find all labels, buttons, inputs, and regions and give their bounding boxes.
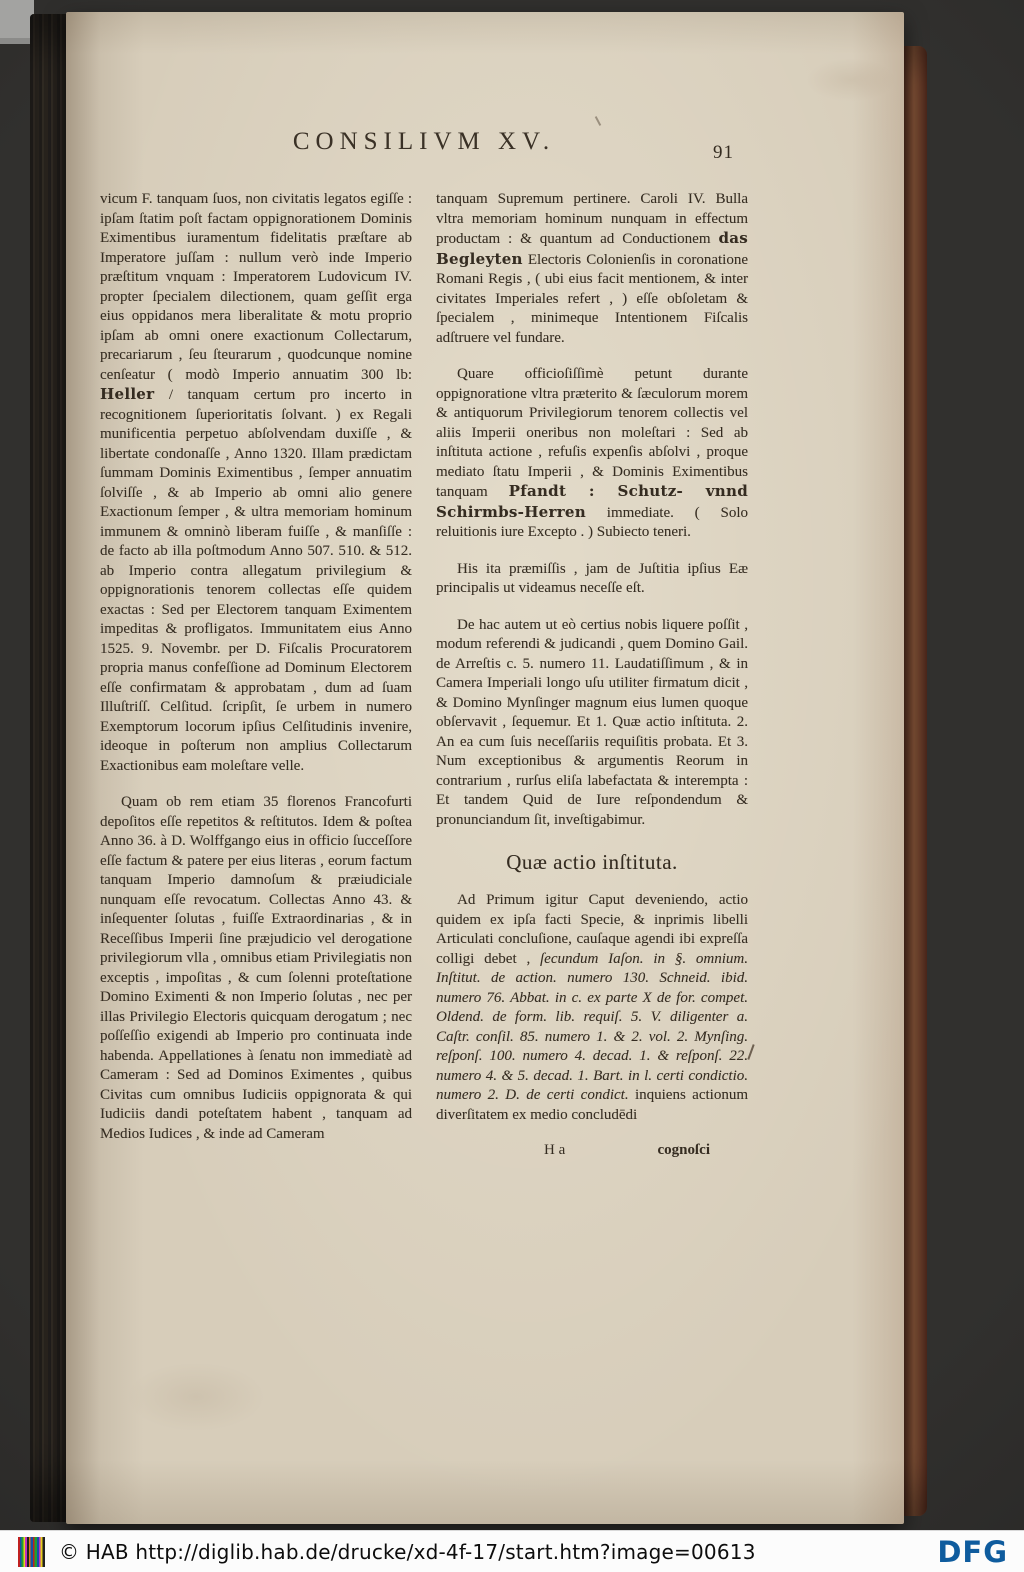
text-segment: Heller [100,385,155,403]
text-segment: Pfandt : Schutz- vnnd Schirmbs-Herren [436,482,749,521]
text-segment: Quam ob rem etiam 35 florenos Francofurti depoſitos eſſe repetitos & reſtitutos. Idem & poſtea Anno 36. à D. Wolffgango eius in officio ſucceſſore eſſe factum & patere per eius literas , eorum factum tanquam Imperio damnoſum & præiudiciale nunquam eſſe revocatum. Collectas Anno 43. & inſequenter ſolutas , fuiſſe Extraordinarias , & in Receſſibus Imperii ſine præjudicio vel derogatione privilegiorum vlla , omnibus etiam Privilegiatis non exceptis , impoſitas , & cum ſolenni proteſtatione Domino Eximenti & non Imperio ſolutas , nec per illas Privilegio Electoris quicquam derogatum ; nec poſſeſſio exigendi ab Imperio pro continuata inde habenda. Appellationes à ſenatu non immediatè ad Cameram : Sed ad Dominos Eximentes , quibus Civitas cum omnibus Iudiciis oppignorata & qui Iudiciis dandi poteſtatem habent , tanquam ad Medios Iudices , & inde ad Cameram [100,794,412,1142]
copyright-url-text: © HAB http://diglib.hab.de/drucke/xd-4f-17/start.htm?image=00613 [59,1539,756,1564]
text-segment: Electoris Colonienſis in coronatione Romani Regis , ( ubi eius facit mentionem, & inter civitates Imperiales refert , ) eſſe obſoletam & ſpecialem , minimeque Intentionem Fiſcalis adſtruere vel fundare. [436,251,748,346]
ink-mark [747,1044,754,1060]
text-segment: vicum F. tanquam ſuos, non civitatis legatos egiſſe : ipſam ſtatim poſt factam oppignorationem Dominis Eximentibus iuramentum fidelitatis præſtare ab Imperatore juſſam : nullum verò inde Imperio præſtitum vnquam : Imperatorem Ludovicum IV. propter ſpecialem dilectionem, quam geſſit erga eius oppidanos mera liberalitate & motu proprio ipſam ab omni onere exactionum Collectarum, precariarum , ſeu ſteurarum , quodcunque nomine cenſeatur ( modò Imperio annuatim 300 lb: [100,191,412,383]
text-segment: immediate. ( Solo reluitionis iure Excepto . ) Subiecto teneri. [436,504,748,540]
section-heading: Quæ actio inſtituta. [506,850,678,874]
text-block [100,128,748,1161]
paragraph [436,616,748,831]
right-column [436,190,748,1161]
catchword: cognoſci [657,1142,710,1158]
two-column-text [100,190,748,1161]
paragraph [100,190,412,776]
scanner-calibration-corner [0,0,34,44]
book-binding-edge [30,14,66,1522]
paragraph [436,891,748,1125]
page-number: 91 [713,142,734,163]
viewer-footer-bar [0,1530,1024,1572]
ink-mark [595,116,601,126]
text-segment: His ita præmiſſis , jam de Juſtitia ipſius Eæ principalis ut videamus neceſſe eſt. [436,560,748,596]
text-segment: Quare officioſiſſimè petunt durante oppignoratione vltra præterito & ſæculorum morem & antiquorum Privilegiorum tenorem collectis vel aliis Imperii oneribus non moleſtari : Sed ab inſtituta actione , refuſis expenſis abſolvi , proque mediato ſtatu Imperii , & Dominis Eximentibus tanquam [436,366,748,500]
text-segment: / tanquam certum pro incerto in recognitionem ſuperioritatis ſolvant. ) ex Regali munificentia perpetuo abſolvendam duxiſſe , & libertate condonaſſe , Anno 1320. Illam prædictam ſummam Dominis Eximentibus , ſemper annuatim ſolviſſe , & ab Imperio ab omni alio genere Exactionum ſemper , & ultra memoriam hominum immunem & omninò liberam fuiſſe , & manſiſſe : de facto ab illa poſtmodum Anno 507. 510. & 512. ab Imperio contra allegatum privilegium & oppignorationis tenorem collectas eſſe quidem exactas : Sed per Electorem tanquam Eximentem impeditas & profligatos. Immunitatem eius Anno 1525. 9. Novembr. per D. Fiſcalis Procuratorem propria manus confeſſione ad Dominum Electorem eſſe confirmatam & approbatam , dum ad ſuam Illuſtriſſ. Celſitud. ſcripſit, ſe urbem in numero Exemptorum locorum ipſius Celſitudinis invenire, ideoque in poſterum non amplius Collectarum Exactionibus eam moleſtare velle. [100,387,412,774]
paper-stain [806,58,896,102]
text-segment: Ad Primum igitur Caput deveniendo, actio quidem ex ipſa facti Specie, & inprimis libelli Articulati concluſione, cauſaque agendi ibi expreſſa colligi debet , [436,892,748,967]
paragraph [100,793,412,1144]
running-title: CONSILIVM XV. [292,128,556,155]
text-segment: tanquam Supremum pertinere. Caroli IV. Bulla vltra memoriam hominum nunquam in effectum productam : & quantum ad Conductionem [436,191,748,247]
left-column [100,190,412,1161]
signature-mark: H a [544,1142,566,1158]
book-page [66,12,904,1524]
dfg-logo: DFG [937,1534,1008,1569]
signature-row [436,1142,748,1159]
text-segment: De hac autem ut eò certius nobis liquere poſſit , modum referendi & judicandi , quem Domino Gail. de Arreſtis c. 5. numero 11. Laudatiſſimum , & in Camera Imperiali longo uſu utiliter firmatum dicit , & Domino Mynſinger magnum eius lumen quoque obſervavit , ſequemur. Et 1. Quæ actio inſtituta. 2. An ea cum ſuis neceſſariis requiſitis probata. Et 3. Num exceptionibus & argumentis Reorum in contrarium , rurſus eliſa labefactata & interempta : Et tandem Quid de Iure reſpondendum & pronunciandum ſit, inveſtigabimur. [436,616,748,828]
running-header-row [100,128,748,170]
text-column-left [100,190,412,1144]
text-column-right [436,190,748,1125]
color-barcode-icon [18,1537,45,1567]
text-segment: inquiens actionum diverſitatem ex medio concludēdi [436,1087,748,1123]
paragraph [436,560,748,599]
text-segment: ſecundum Iaſon. in §. omnium. Inſtitut. de action. numero 130. Schneid. ibid. numero 76. Abbat. in c. ex parte X de for. compet. Oldend. de form. lib. requiſ. 5. V. diligenter a. Caſtr. conſil. 85. numero 1. & 2. vol. 2. Mynſing. reſponſ. 100. numero 4. decad. 1. & reſponſ. 22. numero 4. & 5. decad. 1. Bart. in l. certi condictio. numero 2. D. de certi condict. [436,950,749,1103]
paragraph [436,190,748,348]
text-segment: das Begleyten [436,229,748,268]
paper-stain [126,1362,266,1432]
paragraph [436,365,748,543]
book-fore-edge [903,46,927,1516]
